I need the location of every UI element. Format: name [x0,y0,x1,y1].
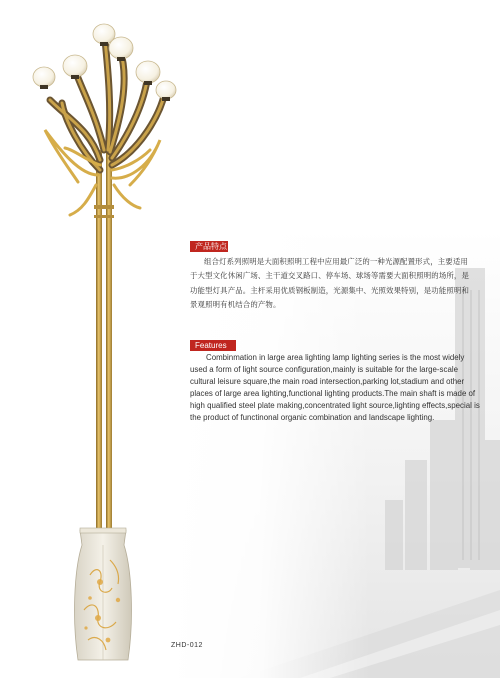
product-features-description: 组合灯系列照明是大面积照明工程中应用最广泛的一种光源配置形式，主要适用于大型文化休闲广场、主干道交叉路口、停车场、球场等需要大面积照明的场所，是功能型灯具产品。主杆采用优质钢板制造，光源集中、光照效果特别，是功能照明和景观照明有机结合的产物。 [190,257,470,309]
model-code: ZHD-012 [171,642,203,649]
section-tag-product-features: 产品特点 [190,241,228,252]
section-tag-features: Features [190,340,236,351]
features-description: Combinmation in large area lighting lamp lighting series is the most widely used a form of light source configuration,mainly is suitable for the large-scale cultural leisure square,the main road intersection,parking lot,stadium and other places of large area lighting,functional lighting products.The main shaft is made of high qualified steel plate making,concentrated light source,lighting effects,special is the product of functinonal organic combination and landscape lighting. [190,353,480,423]
